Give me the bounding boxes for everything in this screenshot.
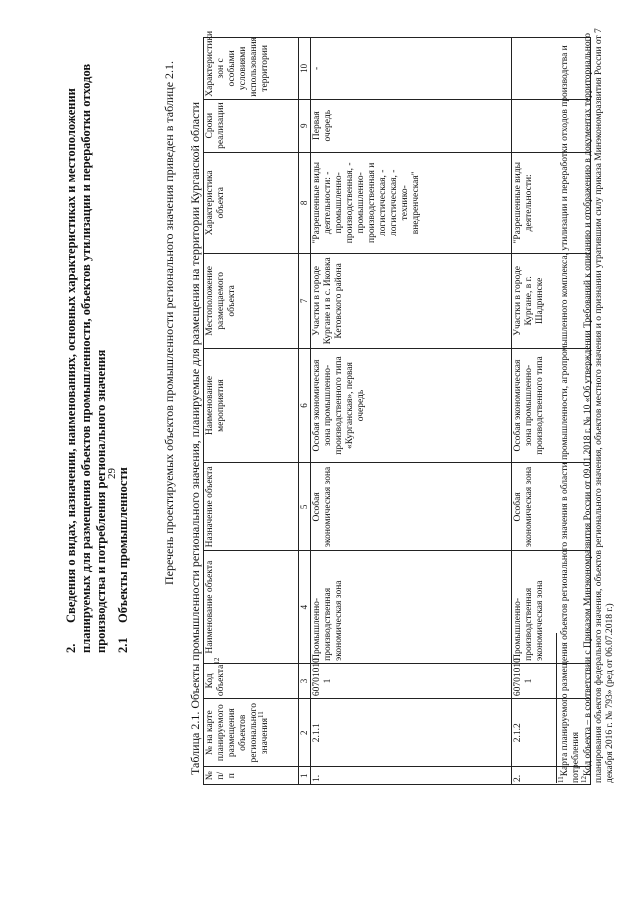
intro-paragraph: Перечень проектируемых объектов промышленности регионального значения приведен в таблице 2.1. (162, 60, 176, 585)
subsection-title: Объекты промышленности (116, 467, 130, 623)
cell-characteristics: "Разрешенные виды деятельности: (512, 152, 591, 253)
table-caption: Таблица 2.1. Объекты промышленности регионального значения, планируемые для размещения на территории Курганской области (188, 101, 202, 775)
footnote-mark: 12 (212, 657, 221, 665)
column-number: 8 (299, 152, 311, 253)
header-cell: Назначение объекта (204, 463, 299, 551)
page-number: 29 (106, 468, 118, 479)
footnote-text: Код объекта – в соответствии с Приказом Минэкономразвития России от 09.01.2018 г. № 10 «Об утверждении Требований к описанию и отображению в документах территориального планирования объектов федерального значения, объектов регионального значения, объектов местного значения и о признании утратившим силу приказа Минэкономразвития России от 7 декабря 2016 г. № 793» (ред от 06.07.2018 г.) (583, 28, 615, 783)
cell-activity: Особая экономическая зона промышленно-производственного типа «Курганская», первая очередь (311, 348, 512, 463)
cell-zones: - (311, 38, 512, 100)
column-number: 2 (299, 699, 311, 767)
header-cell: № п/п (204, 767, 299, 785)
header-cell-text: Код объекта (205, 664, 226, 697)
cell-term: Первая очередь (311, 99, 512, 152)
column-number: 7 (299, 253, 311, 348)
subsection-number: 2.1 (116, 637, 130, 653)
column-number: 5 (299, 463, 311, 551)
cell-activity: Особая экономическая зона промышленно-производственного типа (512, 348, 591, 463)
footnote-mark: 11 (256, 711, 265, 718)
column-number: 3 (299, 663, 311, 698)
cell-name: Промышленно-производственная экономическая зона (311, 551, 512, 663)
column-number: 10 (299, 38, 311, 100)
footnote-text: Карта планируемого размещения объектов регионального значения в области промышленности, агропромышленного комплекса, утилизации и переработки отходов производства и потребления (560, 45, 581, 783)
header-cell: Сроки реализации (204, 99, 299, 152)
cell-purpose: Особая экономическая зона (512, 463, 591, 551)
header-cell: Характеристики зон с особыми условиями использования территории (204, 38, 299, 100)
header-cell: Местоположение размещаемого объекта (204, 253, 299, 348)
section-number: 2. (64, 643, 78, 653)
header-cell: Наименование мероприятия (204, 348, 299, 463)
column-number-row (299, 38, 311, 785)
cell-code: 60701010 1 (311, 663, 512, 698)
header-cell: Наименование объекта (204, 551, 299, 663)
footnote (556, 23, 582, 783)
section-heading (64, 33, 109, 653)
footnote (579, 23, 616, 783)
header-cell: Характеристика объекта (204, 152, 299, 253)
cell-map-number: 2.1.1 (311, 699, 512, 767)
footnote-mark: 12 (579, 776, 588, 783)
header-cell (204, 699, 299, 767)
cell-number: 1. (311, 767, 512, 785)
footnote-divider (556, 633, 557, 783)
footnote-mark: 11 (556, 776, 565, 783)
cell-code: 60701010 1 (512, 663, 591, 698)
cell-location: Участки в городе Кургане, в г. Шадринске (512, 253, 591, 348)
cell-characteristics: "Разрешенные виды деятельности: - промышленно-производственная, - промышленно-производственная и логистическая, - логистическая, - технико-внедренческая" (311, 152, 512, 253)
section-heading-text: Сведения о видах, назначении, наименованиях, основных характеристиках и местоположении планируемых для размещения объектов промышленности, объектов утилизации и переработки отходов производства и потребления регионального значения (64, 63, 108, 653)
table-row (311, 38, 512, 785)
column-number: 9 (299, 99, 311, 152)
industry-objects-table (203, 30, 591, 785)
subsection-heading (116, 467, 131, 653)
header-cell (204, 657, 299, 698)
column-number: 1 (299, 767, 311, 785)
cell-purpose: Особая экономическая зона (311, 463, 512, 551)
cell-number: 2. (512, 767, 591, 785)
cell-location: Участки в городе Кургане и в с. Иковка Кетовского района (311, 253, 512, 348)
header-cell-text: № на карте планируемого размещения объектов регионального значения (205, 703, 270, 763)
cell-name: Промышленно-производственная экономическая зона (512, 551, 591, 663)
table-header-row (204, 38, 299, 785)
cell-map-number: 2.1.2 (512, 699, 591, 767)
column-number: 4 (299, 551, 311, 663)
column-number: 6 (299, 348, 311, 463)
